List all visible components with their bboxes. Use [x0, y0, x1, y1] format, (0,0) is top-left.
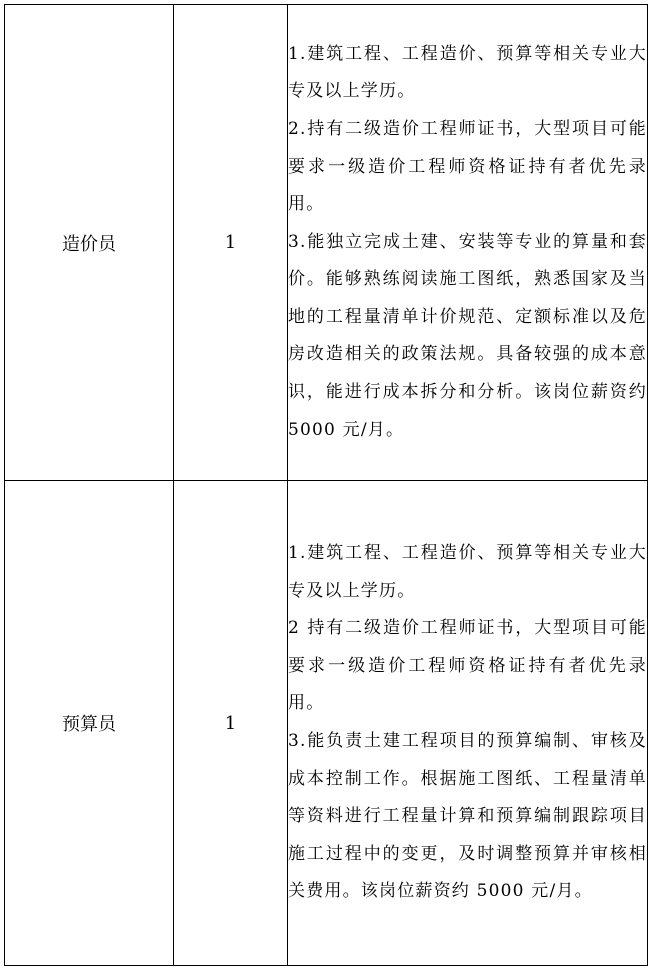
headcount-cell: 1	[174, 481, 288, 966]
requirement-item: 2 持有二级造价工程师证书，大型项目可能要求一级造价工程师资格证持有者优先录用。	[288, 618, 647, 714]
job-title-cell: 造价员	[5, 5, 174, 481]
requirement-item: 1.建筑工程、工程造价、预算等相关专业大专及以上学历。	[288, 43, 647, 102]
requirements-cell	[288, 5, 648, 481]
requirement-item: 3.能独立完成土建、安装等专业的算量和套价。能够熟练阅读施工图纸，熟悉国家及当地的工程量清单计价规范、定额标准以及危房改造相关的政策法规。具备较强的成本意识，能进行成本拆分和分析。该岗位薪资约 5000 元/月。	[288, 231, 647, 440]
job-requirements-table	[4, 4, 648, 966]
requirement-item: 1.建筑工程、工程造价、预算等相关专业大专及以上学历。	[288, 543, 647, 601]
table-row	[5, 481, 648, 966]
requirements-cell	[288, 481, 648, 966]
job-title-cell: 预算员	[5, 481, 174, 966]
headcount-cell: 1	[174, 5, 288, 481]
requirement-item: 2.持有二级造价工程师证书，大型项目可能要求一级造价工程师资格证持有者优先录用。	[288, 118, 647, 215]
table-row	[5, 5, 648, 481]
requirement-item: 3.能负责土建工程项目的预算编制、审核及成本控制工作。根据施工图纸、工程量清单等资料进行工程量计算和预算编制跟踪项目施工过程中的变更，及时调整预算并审核相关费用。该岗位薪资约 5000 元/月。	[288, 731, 647, 902]
